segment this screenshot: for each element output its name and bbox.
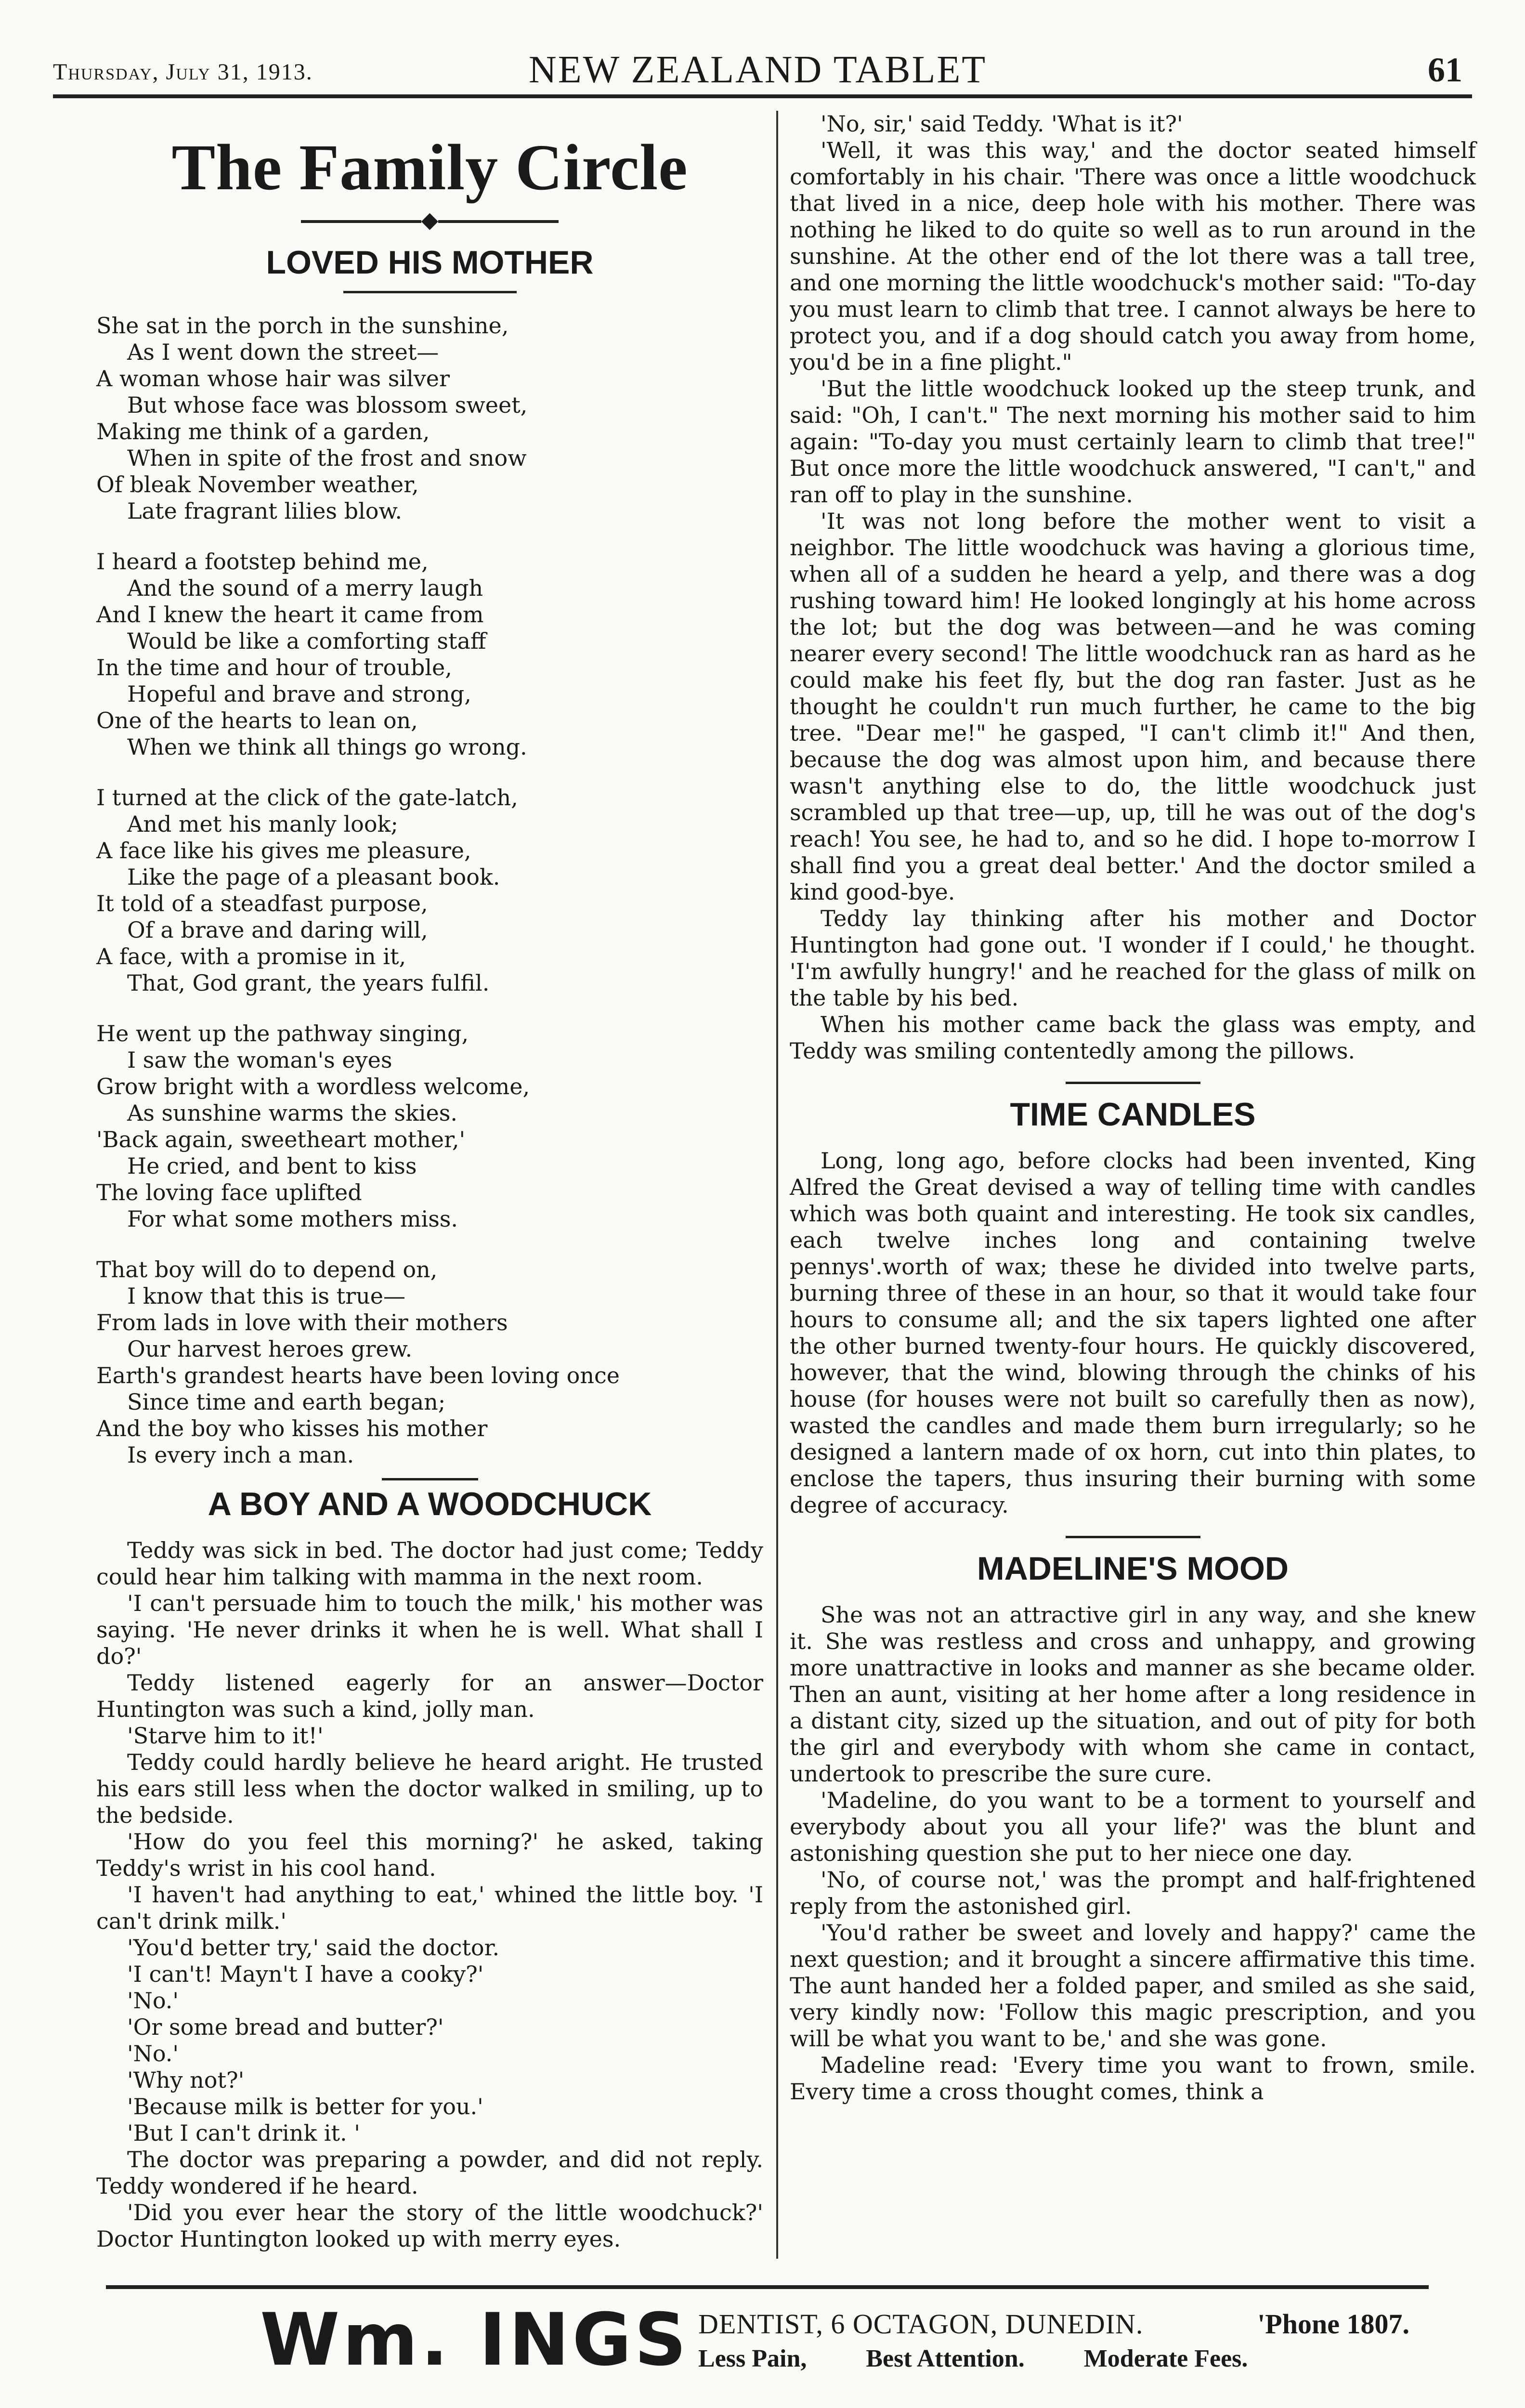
tagline: Best Attention. (866, 2345, 1025, 2372)
poem-line: And I knew the heart it came from (96, 602, 484, 628)
paragraph: The doctor was preparing a powder, and did not reply. Teddy wondered if he heard. (96, 2146, 763, 2199)
poem-line: A face, with a promise in it, (96, 943, 406, 969)
story-text (96, 1537, 763, 2252)
poem-line: She sat in the porch in the sunshine, (96, 313, 509, 339)
paragraph: 'No.' (127, 2041, 179, 2067)
section-rule (1066, 1082, 1200, 1084)
poem-line: He cried, and bent to kiss (127, 1153, 417, 1179)
poem-line: Earth's grandest hearts have been loving once (96, 1362, 620, 1388)
paragraph: 'I can't persuade him to touch the milk,' his mother was saying. 'He never drinks it when he is well. What shall I do?' (96, 1590, 763, 1669)
madeline-title: MADELINE'S MOOD (977, 1550, 1289, 1587)
poem-stanza (96, 313, 763, 524)
paragraph: 'I haven't had anything to eat,' whined the little boy. 'I can't drink milk.' (96, 1882, 763, 1934)
madeline-text (790, 1602, 1476, 2105)
paragraph: 'Did you ever hear the story of the little woodchuck?' Doctor Huntington looked up with merry eyes. (96, 2199, 763, 2252)
candles-title: TIME CANDLES (1010, 1096, 1256, 1133)
poem (96, 313, 763, 1468)
masthead: NEW ZEALAND TABLET (528, 49, 987, 91)
poem-line: Late fragrant lilies blow. (127, 498, 403, 524)
poem-title: LOVED HIS MOTHER (266, 244, 594, 281)
paragraph: Teddy lay thinking after his mother and Doctor Huntington had gone out. 'I wonder if I could,' he thought. 'I'm awfully hungry!' and he reached for the glass of milk on the table by his bed. (790, 905, 1476, 1011)
poem-line: For what some mothers miss. (127, 1206, 458, 1232)
paragraph: 'No, of course not,' was the prompt and half-frightened reply from the astonished girl. (790, 1867, 1476, 1919)
poem-line: He went up the pathway singing, (96, 1021, 469, 1047)
dentist-advertisement (106, 2298, 1429, 2395)
poem-line: And the sound of a merry laugh (127, 575, 483, 601)
title-rule (343, 291, 517, 293)
paragraph: 'Well, it was this way,' and the doctor seated himself comfortably in his chair. 'There was once a little woodchuck that lived in a nice, deep hole with his mother. There was nothing he liked to do quite so well as to run around in the sunshine. At the other end of the lot there was a tall tree, and one morning the little woodchuck's mother said: "To-day you must learn to climb that tree. I cannot always be here to protect you, and if a dog should catch you away from home, you'd be in a fine plight." (790, 137, 1476, 375)
paragraph: When his mother came back the glass was empty, and Teddy was smiling contentedly among the pillows. (790, 1011, 1476, 1064)
poem-line: Since time and earth began; (127, 1389, 446, 1415)
section-rule (382, 1478, 478, 1480)
paragraph: 'You'd rather be sweet and lovely and happy?' came the next question; and it brought a sincere affirmative this time. The aunt handed her a folded paper, and smiled as she said, very kindly now: 'Follow this magic prescription, and you will be what you want to be,' and she was gone. (790, 1920, 1476, 2052)
column-divider (776, 111, 778, 2259)
poem-line: I saw the woman's eyes (127, 1047, 392, 1073)
page-number: 61 (1428, 51, 1462, 89)
poem-line: Is every inch a man. (127, 1442, 354, 1468)
poem-line: And met his manly look; (127, 811, 398, 837)
footer-rule (106, 2285, 1429, 2289)
section-rule (1066, 1536, 1200, 1538)
poem-line: But whose face was blossom sweet, (127, 392, 528, 418)
paragraph: Madeline read: 'Every time you want to frown, smile. Every time a cross thought comes, think a (790, 2052, 1476, 2105)
story-continued (790, 111, 1476, 1064)
left-column (96, 111, 763, 2252)
paragraph: Teddy listened eagerly for an answer—Doctor Huntington was such a kind, jolly man. (96, 1670, 763, 1722)
paragraph: Teddy could hardly believe he heard aright. He trusted his ears still less when the doctor walked in smiling, up to the bedside. (96, 1749, 763, 1828)
poem-stanza (96, 549, 763, 760)
issue-date: Thursday, July 31, 1913. (53, 59, 313, 85)
advertiser-phone: 'Phone 1807. (1257, 2308, 1409, 2340)
poem-line: I know that this is true— (127, 1283, 405, 1309)
poem-stanza (96, 1256, 763, 1468)
poem-line: Of bleak November weather, (96, 471, 419, 497)
poem-line: A woman whose hair was silver (96, 366, 450, 392)
paragraph: 'But the little woodchuck looked up the steep trunk, and said: "Oh, I can't." The next morning his mother said to him again: "To-day you must certainly learn to climb that tree!" But once more the little woodchuck answered, "I can't," and ran off to play in the sunshine. (790, 376, 1476, 508)
paragraph: Teddy was sick in bed. The doctor had just come; Teddy could hear him talking with mamma in the next room. (96, 1537, 763, 1590)
poem-line: Our harvest heroes grew. (127, 1336, 413, 1362)
right-column (790, 111, 1476, 2105)
poem-line: And the boy who kisses his mother (96, 1415, 488, 1441)
paragraph: Long, long ago, before clocks had been invented, King Alfred the Great devised a way of telling time with candles which was both quaint and interesting. He took six candles, each twelve inches long and containing twelve pennys'.worth of wax; these he divided into twelve parts, burning three of these in an hour, so that it would take four hours to consume all; and the six tapers lighted one after the other burned twenty-four hours. He quickly discovered, however, that the wind, blowing through the chinks of his house (for houses were not built so carefully then as now), wasted the candles and made them burn irregularly; so he designed a lantern made of ox horn, cut into thin plates, to enclose the tapers, thus insuring their burning with some degree of accuracy. (790, 1148, 1476, 1518)
paragraph: 'You'd better try,' said the doctor. (127, 1935, 500, 1961)
section-heading: The Family Circle (171, 131, 688, 204)
paragraph: She was not an attractive girl in any way, and she knew it. She was restless and cross and unhappy, and growing more unattractive in looks and manner as she became older. Then an aunt, visiting at her home after a long residence in a distant city, sized up the situation, and out of pity for both the girl and everybody with whom she came in contact, undertook to prescribe the sure cure. (790, 1602, 1476, 1787)
poem-line: As sunshine warms the skies. (127, 1100, 457, 1126)
poem-line: That, God grant, the years fulfil. (127, 970, 490, 996)
tagline: Moderate Fees. (1083, 2345, 1248, 2372)
paragraph: 'Because milk is better for you.' (127, 2094, 483, 2120)
poem-line: Hopeful and brave and strong, (127, 681, 471, 707)
poem-line: As I went down the street— (127, 339, 439, 365)
poem-line: It told of a steadfast purpose, (96, 890, 428, 916)
poem-line: Like the page of a pleasant book. (127, 864, 500, 890)
poem-line: 'Back again, sweetheart mother,' (96, 1126, 466, 1152)
header-rule (53, 94, 1472, 98)
poem-line: When we think all things go wrong. (127, 734, 527, 760)
poem-line: Grow bright with a wordless welcome, (96, 1073, 530, 1099)
paragraph: 'How do you feel this morning?' he asked, taking Teddy's wrist in his cool hand. (96, 1829, 763, 1881)
poem-line: One of the hearts to lean on, (96, 707, 418, 733)
poem-line: A face like his gives me pleasure, (96, 838, 471, 864)
advertiser-address: DENTIST, 6 OCTAGON, DUNEDIN. (698, 2308, 1144, 2340)
candles-text (790, 1148, 1476, 1518)
poem-line: I heard a footstep behind me, (96, 549, 429, 575)
paragraph: 'It was not long before the mother went to visit a neighbor. The little woodchuck was having a glorious time, when all of a sudden he heard a yelp, and there was a dog rushing toward him! He looked longingly at his home across the lot; but the dog was between—and he was coming nearer every second! The little woodchuck ran as hard as he could make his feet fly, but the dog ran faster. Just as he thought he couldn't run much further, he came to the big tree. "Dear me!" he gasped, "I can't climb it!" And then, because the dog was almost upon him, and because there wasn't anything else to do, the little woodchuck just scrambled up that tree—up, up, till he was out of the dog's reach! You see, he had to, and so he did. I hope to-morrow I shall find you a great deal better.' And the doctor smiled a kind good-bye. (790, 508, 1476, 905)
paragraph: 'No, sir,' said Teddy. 'What is it?' (821, 111, 1183, 137)
poem-line: In the time and hour of trouble, (96, 654, 452, 681)
paragraph: 'Why not?' (127, 2067, 245, 2093)
story-title: A BOY AND A WOODCHUCK (208, 1486, 652, 1522)
poem-line: Making me think of a garden, (96, 419, 430, 445)
poem-line: Of a brave and daring will, (127, 917, 428, 943)
advertiser-name: Wm. INGS (260, 2298, 690, 2382)
paragraph: 'Or some bread and butter?' (127, 2014, 444, 2040)
poem-line: From lads in love with their mothers (96, 1309, 508, 1335)
poem-stanza (96, 785, 763, 996)
ornament-divider (96, 207, 763, 233)
poem-line: The loving face uplifted (96, 1179, 362, 1205)
diamond-icon: ◆ (421, 207, 439, 233)
poem-line: That boy will do to depend on, (96, 1256, 438, 1283)
advertiser-taglines (698, 2344, 1301, 2373)
paragraph: 'I can't! Mayn't I have a cooky?' (127, 1961, 484, 1987)
poem-stanza (96, 1021, 763, 1232)
poem-line: When in spite of the frost and snow (127, 445, 527, 471)
tagline: Less Pain, (698, 2345, 807, 2372)
paragraph: 'But I can't drink it. ' (127, 2120, 360, 2146)
paragraph: 'Madeline, do you want to be a torment to yourself and everybody about you all your life?' was the blunt and astonishing question she put to her niece one day. (790, 1787, 1476, 1866)
poem-line: I turned at the click of the gate-latch, (96, 785, 518, 811)
paragraph: 'Starve him to it!' (127, 1723, 324, 1749)
poem-line: Would be like a comforting staff (127, 628, 486, 654)
paragraph: 'No.' (127, 1988, 179, 2014)
